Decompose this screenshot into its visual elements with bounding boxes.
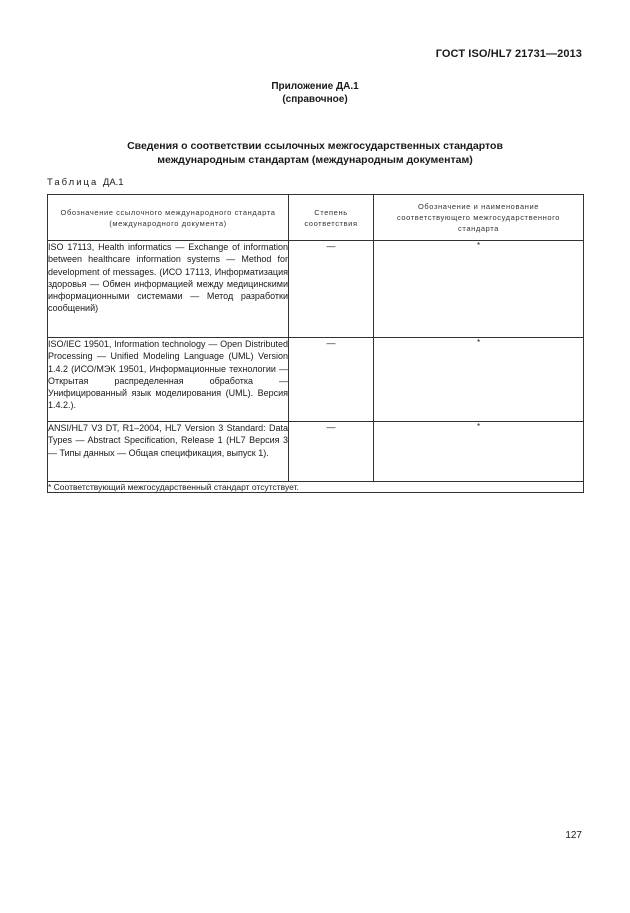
document-id: ГОСТ ISO/HL7 21731—2013 (435, 48, 582, 60)
header-degree: Степень соответствия (289, 195, 374, 241)
header-reference: Обозначение ссылочного международного стандарта (международного документа) (48, 195, 289, 241)
table-footnote: * Соответствующий межгосударственный стандарт отсутствует. (48, 482, 584, 493)
table-caption-number: ДА.1 (102, 177, 124, 188)
degree-cell: — (289, 422, 374, 482)
table-caption-word: Таблица (47, 177, 99, 188)
degree-cell: — (289, 241, 374, 338)
annex-title: Приложение ДА.1 (271, 81, 359, 92)
table-row (48, 241, 584, 338)
section-title-line2: международным стандартам (международным документам) (157, 154, 473, 166)
section-title-line1: Сведения о соответствии ссылочных межгосударственных стандартов (127, 140, 503, 152)
standard-cell: * (374, 241, 584, 338)
table-row (48, 338, 584, 422)
page-number: 127 (565, 830, 582, 841)
correspondence-table (47, 194, 584, 493)
annex-heading (0, 80, 630, 106)
annex-subtitle: (справочное) (282, 94, 348, 105)
standard-cell: * (374, 422, 584, 482)
standard-cell: * (374, 338, 584, 422)
degree-cell: — (289, 338, 374, 422)
table-row (48, 422, 584, 482)
header-standard: Обозначение и наименование соответствующего межгосударственного стандарта (374, 195, 584, 241)
section-title (0, 139, 630, 167)
table-caption (47, 177, 124, 188)
reference-cell: ISO 17113, Health informatics — Exchange of information between healthcare information systems — Method for development of messages. (ИСО 17113, Информатизация здоровья — Обмен информацией между медицинскими информационными системами — Метод разработки сообщений) (48, 241, 289, 338)
reference-cell: ANSI/HL7 V3 DT, R1–2004, HL7 Version 3 Standard: Data Types — Abstract Specification, Release 1 (HL7 Версия 3 — Типы данных — Общая спецификация, выпуск 1). (48, 422, 289, 482)
table-header-row (48, 195, 584, 241)
reference-cell: ISO/IEC 19501, Information technology — Open Distributed Processing — Unified Modeling Language (UML) Version 1.4.2 (ИСО/МЭК 19501, Информационные технологии — Открытая распределенная обработка — Унифицированный язык моделирования (UML). Версия 1.4.2.). (48, 338, 289, 422)
table-footnote-row (48, 482, 584, 493)
